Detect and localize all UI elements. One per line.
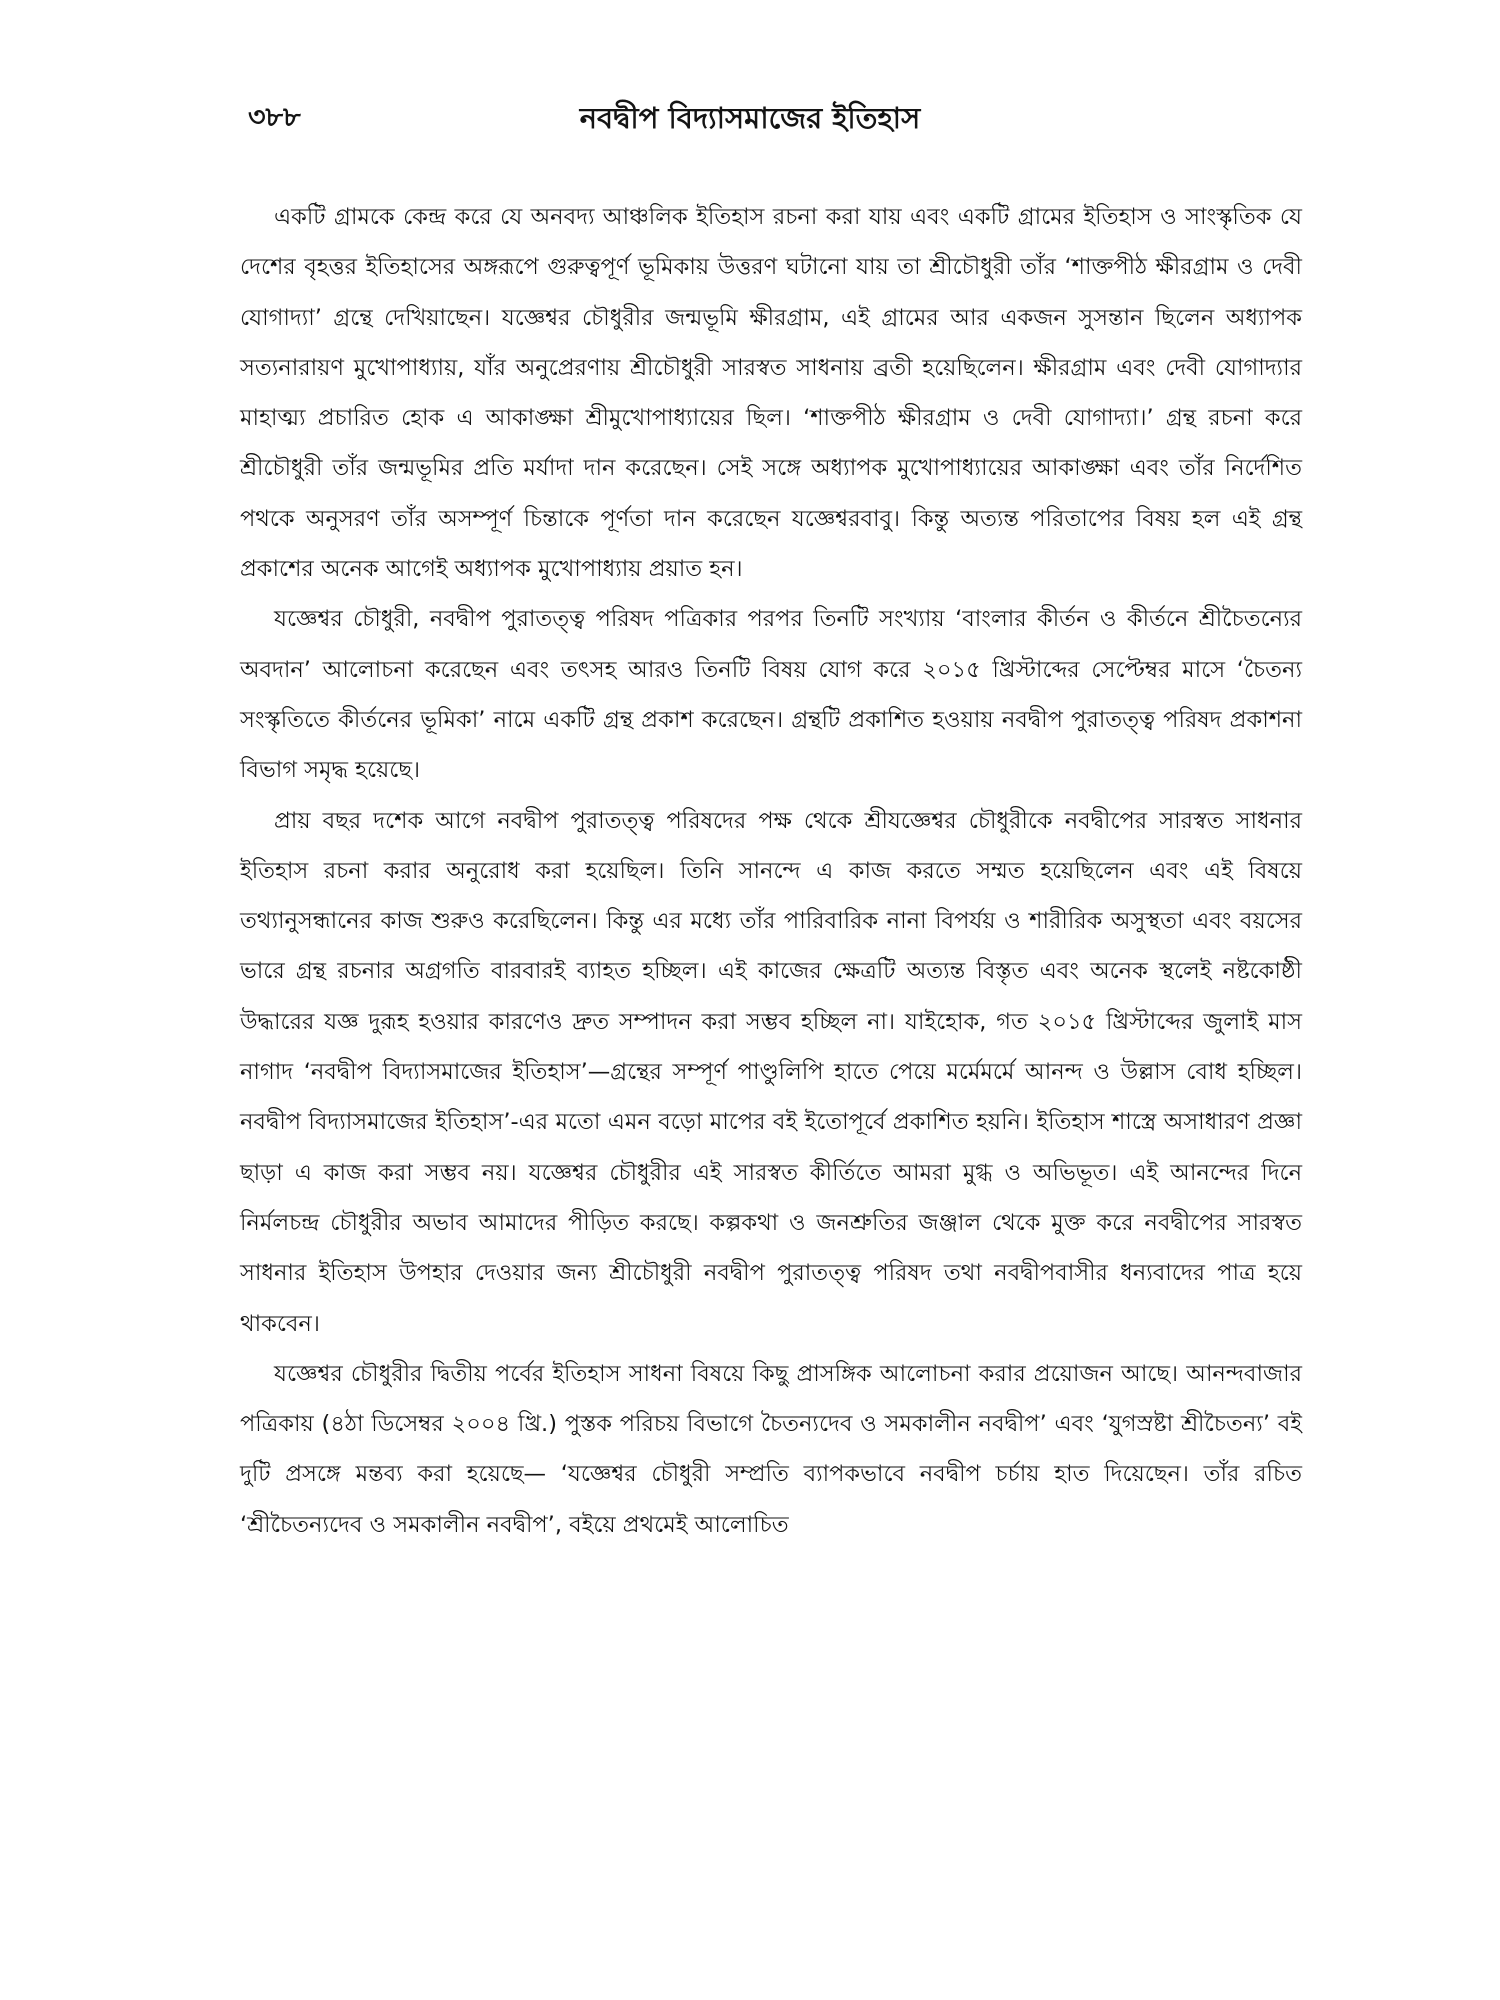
paragraph: একটি গ্রামকে কেন্দ্র করে যে অনবদ্য আঞ্চলিক ইতিহাস রচনা করা যায় এবং একটি গ্রামের ইতিহাস ও সাংস্কৃতিক যে দেশের বৃহত্তর ইতিহাসের অঙ্গরূপে গুরুত্বপূর্ণ ভূমিকায় উত্তরণ ঘটানো যায় তা শ্রীচৌধুরী তাঁর ‘শাক্তপীঠ ক্ষীরগ্রাম ও দেবী যোগাদ্যা’ গ্রন্থে দেখিয়াছেন। যজ্ঞেশ্বর চৌধুরীর জন্মভূমি ক্ষীরগ্রাম, এই গ্রামের আর একজন সুসন্তান ছিলেন অধ্যাপক সত্যনারায়ণ মুখোপাধ্যায়, যাঁর অনুপ্রেরণায় শ্রীচৌধুরী সারস্বত সাধনায় ব্রতী হয়েছিলেন। ক্ষীরগ্রাম এবং দেবী যোগাদ্যার মাহাত্ম্য প্রচারিত হোক এ আকাঙ্ক্ষা শ্রীমুখোপাধ্যায়ের ছিল। ‘শাক্তপীঠ ক্ষীরগ্রাম ও দেবী যোগাদ্যা।’ গ্রন্থ রচনা করে শ্রীচৌধুরী তাঁর জন্মভূমির প্রতি মর্যাদা দান করেছেন। সেই সঙ্গে অধ্যাপক মুখোপাধ্যায়ের আকাঙ্ক্ষা এবং তাঁর নির্দেশিত পথকে অনুসরণ তাঁর অসম্পূর্ণ চিন্তাকে পূর্ণতা দান করেছেন যজ্ঞেশ্বরবাবু। কিন্তু অত্যন্ত পরিতাপের বিষয় হল এই গ্রন্থ প্রকাশের অনেক আগেই অধ্যাপক মুখোপাধ্যায় প্রয়াত হন। [240, 204, 1303, 583]
paragraph: প্রায় বছর দশেক আগে নবদ্বীপ পুরাতত্ত্ব পরিষদের পক্ষ থেকে শ্রীযজ্ঞেশ্বর চৌধুরীকে নবদ্বীপের সারস্বত সাধনার ইতিহাস রচনা করার অনুরোধ করা হয়েছিল। তিনি সানন্দে এ কাজ করতে সম্মত হয়েছিলেন এবং এই বিষয়ে তথ্যানুসন্ধানের কাজ শুরুও করেছিলেন। কিন্তু এর মধ্যে তাঁর পারিবারিক নানা বিপর্যয় ও শারীরিক অসুস্থতা এবং বয়সের ভারে গ্রন্থ রচনার অগ্রগতি বারবারই ব্যাহত হচ্ছিল। এই কাজের ক্ষেত্রটি অত্যন্ত বিস্তৃত এবং অনেক স্থলেই নষ্টকোষ্ঠী উদ্ধারের যজ্ঞ দুরূহ হওয়ার কারণেও দ্রুত সম্পাদন করা সম্ভব হচ্ছিল না। যাইহোক, গত ২০১৫ খ্রিস্টাব্দের জুলাই মাস নাগাদ ‘নবদ্বীপ বিদ্যাসমাজের ইতিহাস’—গ্রন্থের সম্পূর্ণ পাণ্ডুলিপি হাতে পেয়ে মর্মেমর্মে আনন্দ ও উল্লাস বোধ হচ্ছিল। নবদ্বীপ বিদ্যাসমাজের ইতিহাস’-এর মতো এমন বড়ো মাপের বই ইতোপূর্বে প্রকাশিত হয়নি। ইতিহাস শাস্ত্রে অসাধারণ প্রজ্ঞা ছাড়া এ কাজ করা সম্ভব নয়। যজ্ঞেশ্বর চৌধুরীর এই সারস্বত কীর্তিতে আমরা মুগ্ধ ও অভিভূত। এই আনন্দের দিনে নির্মলচন্দ্র চৌধুরীর অভাব আমাদের পীড়িত করছে। কল্পকথা ও জনশ্রুতির জঞ্জাল থেকে মুক্ত করে নবদ্বীপের সারস্বত সাধনার ইতিহাস উপহার দেওয়ার জন্য শ্রীচৌধুরী নবদ্বীপ পুরাতত্ত্ব পরিষদ তথা নবদ্বীপবাসীর ধন্যবাদের পাত্র হয়ে থাকবেন। [240, 807, 1302, 1337]
paragraph: যজ্ঞেশ্বর চৌধুরীর দ্বিতীয় পর্বের ইতিহাস সাধনা বিষয়ে কিছু প্রাসঙ্গিক আলোচনা করার প্রয়োজন আছে। আনন্দবাজার পত্রিকায় (৪ঠা ডিসেম্বর ২০০৪ খ্রি.) পুস্তক পরিচয় বিভাগে চৈতন্যদেব ও সমকালীন নবদ্বীপ’ এবং ‘যুগস্রষ্টা শ্রীচৈতন্য’ বই দুটি প্রসঙ্গে মন্তব্য করা হয়েছে— ‘যজ্ঞেশ্বর চৌধুরী সম্প্রতি ব্যাপকভাবে নবদ্বীপ চর্চায় হাত দিয়েছেন। তাঁর রচিত ‘শ্রীচৈতন্যদেব ও সমকালীন নবদ্বীপ’, বইয়ে প্রথমেই আলোচিত [240, 1360, 1302, 1538]
running-header [0, 98, 1500, 138]
page-number: ৩৮৮ [248, 102, 301, 133]
running-title: নবদ্বীপ বিদ্যাসমাজের ইতিহাস [579, 101, 921, 135]
body-text [240, 192, 1302, 1550]
paragraph: যজ্ঞেশ্বর চৌধুরী, নবদ্বীপ পুরাতত্ত্ব পরিষদ পত্রিকার পরপর তিনটি সংখ্যায় ‘বাংলার কীর্তন ও কীর্তনে শ্রীচৈতন্যের অবদান’ আলোচনা করেছেন এবং তৎসহ আরও তিনটি বিষয় যোগ করে ২০১৫ খ্রিস্টাব্দের সেপ্টেম্বর মাসে ‘চৈতন্য সংস্কৃতিতে কীর্তনের ভূমিকা’ নামে একটি গ্রন্থ প্রকাশ করেছেন। গ্রন্থটি প্রকাশিত হওয়ায় নবদ্বীপ পুরাতত্ত্ব পরিষদ প্রকাশনা বিভাগ সমৃদ্ধ হয়েছে। [240, 606, 1302, 784]
